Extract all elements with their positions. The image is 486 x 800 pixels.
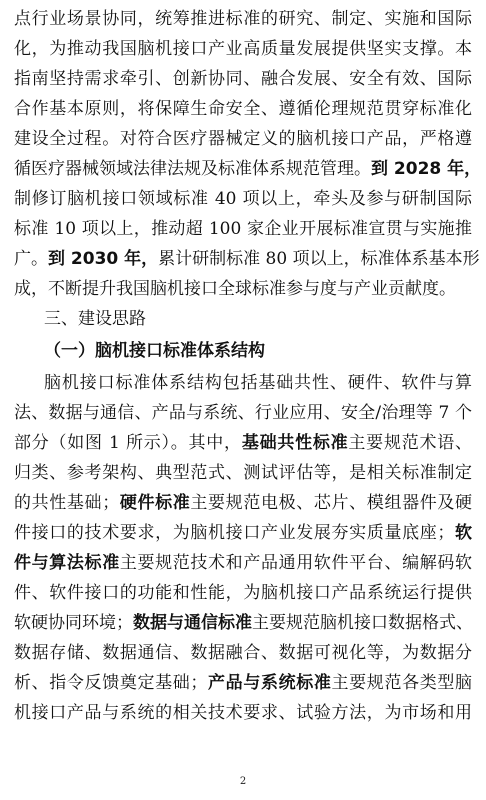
body-text-line: 建设全过程。对符合医疗器械定义的脑机接口产品，严格遵 bbox=[14, 129, 472, 149]
bold-term: 硬件标准 bbox=[119, 493, 191, 513]
bold-term: 件与算法标准 bbox=[14, 553, 120, 573]
subsection-heading: （一）脑机接口标准体系结构 bbox=[44, 341, 265, 361]
bold-term: 基础共性标准 bbox=[241, 433, 349, 453]
body-text-line bbox=[14, 488, 472, 518]
body-text-line: 归类、参考架构、典型范式、测试评估等，是相关标准制定 bbox=[14, 463, 472, 483]
bold-target-text: 到 2028 年， bbox=[371, 159, 482, 179]
body-text: 循医疗器械领域法律法规及标准体系规范管理。 bbox=[14, 159, 371, 179]
body-text: 的共性基础； bbox=[14, 493, 120, 513]
page-number: 2 bbox=[239, 776, 247, 787]
body-text: 累计研制标准 80 项以上，标准体系基本形 bbox=[158, 249, 480, 269]
section-heading: 三、建设思路 bbox=[44, 309, 146, 329]
body-text-line: 脑机接口标准体系结构包括基础共性、硬件、软件与算 bbox=[44, 373, 472, 393]
body-text-line: 化，为推动我国脑机接口产业高质量发展提供坚实支撑。本 bbox=[14, 39, 472, 59]
body-text: 主要规范术语、 bbox=[348, 433, 473, 453]
body-text-line: 标准 10 项以上，推动超 100 家企业开展标准宣贯与实施推 bbox=[14, 219, 472, 239]
body-text-line: 制修订脑机接口领域标准 40 项以上，牵头及参与研制国际 bbox=[14, 189, 472, 209]
bold-term: 软 bbox=[454, 523, 472, 543]
body-text-line bbox=[14, 154, 482, 184]
bold-term: 数据与通信标准 bbox=[133, 613, 252, 633]
body-text: 主要规范脑机接口数据格式、 bbox=[252, 613, 473, 633]
body-text-line: 机接口产品与系统的相关技术要求、试验方法，为市场和用 bbox=[14, 703, 472, 723]
body-text: 主要规范技术和产品通用软件平台、编解码软 bbox=[119, 553, 473, 573]
bold-term: 产品与系统标准 bbox=[207, 673, 332, 693]
body-text-line bbox=[14, 518, 472, 548]
body-text-line: 成，不断提升我国脑机接口全球标准参与度与产业贡献度。 bbox=[14, 279, 456, 299]
body-text: 件接口的技术要求，为脑机接口产业发展夯实质量底座； bbox=[14, 523, 455, 543]
body-text: 部分（如图 1 所示）。其中， bbox=[14, 433, 242, 453]
body-text: 主要规范电极、芯片、模组器件及硬 bbox=[190, 493, 473, 513]
body-text: 广。 bbox=[14, 249, 48, 269]
body-text: 软硬协同环境； bbox=[14, 613, 133, 633]
body-text-line: 数据存储、数据通信、数据融合、数据可视化等，为数据分 bbox=[14, 643, 472, 663]
body-text-line bbox=[14, 548, 472, 578]
body-text-line: 点行业场景协同，统筹推进标准的研究、制定、实施和国际 bbox=[14, 9, 472, 29]
bold-target-text: 到 2030 年， bbox=[48, 249, 159, 269]
body-text: 主要规范各类型脑 bbox=[331, 673, 473, 693]
body-text-line: 法、数据与通信、产品与系统、行业应用、安全/治理等 7 个 bbox=[14, 403, 472, 423]
body-text-line: 合作基本原则，将保障生命安全、遵循伦理规范贯穿标准化 bbox=[14, 99, 472, 119]
body-text-line: 件、软件接口的功能和性能，为脑机接口产品系统运行提供 bbox=[14, 583, 472, 603]
body-text-line: 指南坚持需求牵引、创新协同、融合发展、安全有效、国际 bbox=[14, 69, 472, 89]
body-text: 析、指令反馈奠定基础； bbox=[14, 673, 208, 693]
body-text-line bbox=[14, 668, 472, 698]
body-text-line bbox=[14, 428, 472, 458]
body-text-line bbox=[14, 608, 472, 638]
body-text-line bbox=[14, 244, 480, 274]
